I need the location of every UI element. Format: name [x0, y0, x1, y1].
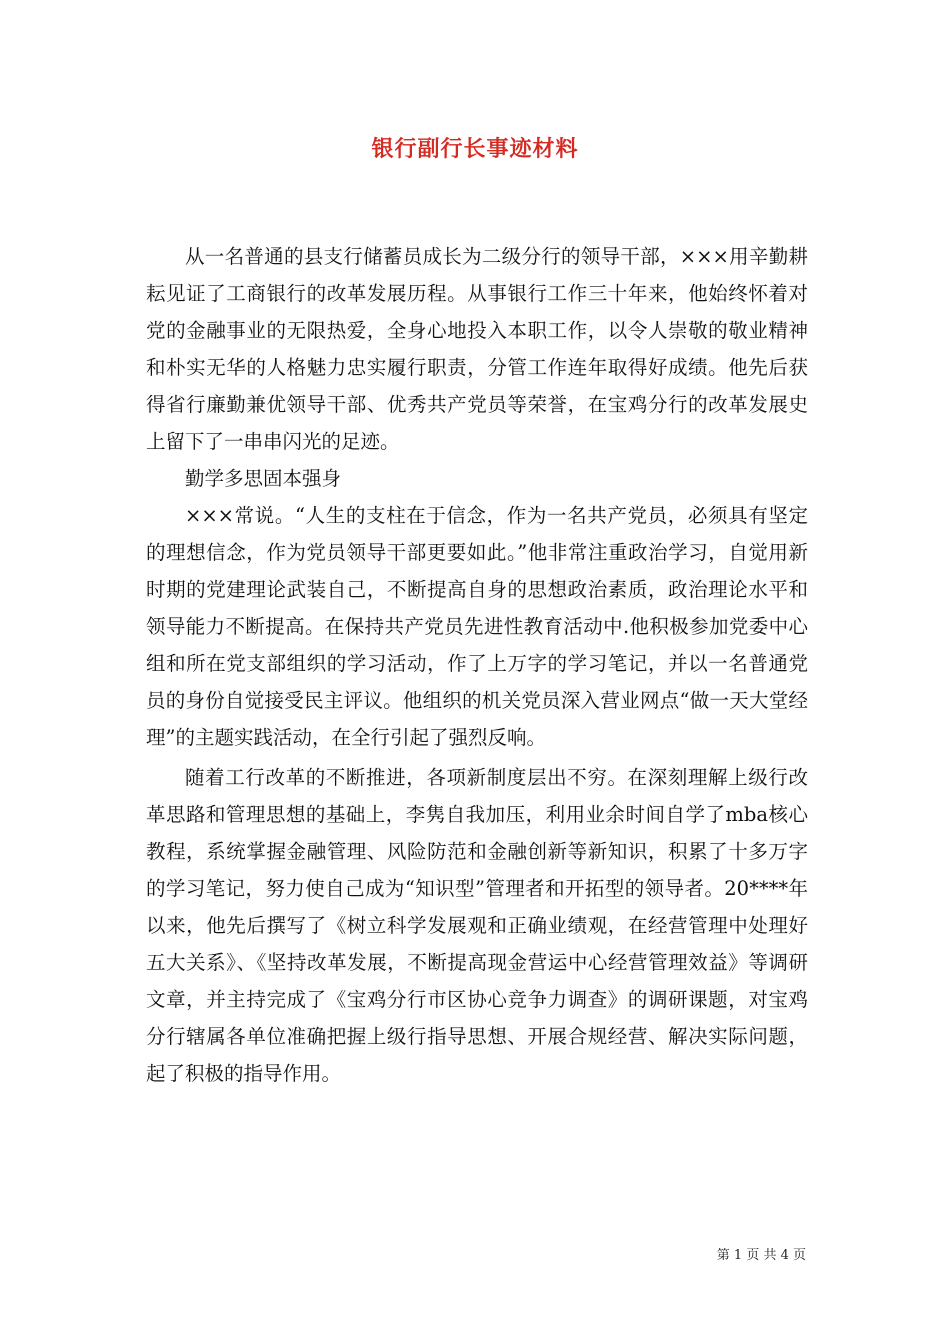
page-number-footer: 第 1 页 共 4 页 [716, 1248, 806, 1263]
document-body [146, 238, 808, 1092]
section-heading: 勤学多思固本强身 [185, 467, 342, 490]
paragraph-study: ×××常说。“人生的支柱在于信念，作为一名共产党员，必须具有坚定的理想信念，作为党员领导干部更要如此。”他非常注重政治学习，自觉用新时期的党建理论武装自己，不断提高自身的思想政治素质，政治理论水平和领导能力不断提高。在保持共产党员先进性教育活动中.他积极参加党委中心组和所在党支部组织的学习活动，作了上万字的学习笔记，并以一名普通党员的身份自觉接受民主评议。他组织的机关党员深入营业网点“做一天大堂经理”的主题实践活动，在全行引起了强烈反响。 [146, 504, 808, 749]
paragraph-reform: 随着工行改革的不断推进，各项新制度层出不穷。在深刻理解上级行改革思路和管理思想的基础上，李隽自我加压，利用业余时间自学了mba核心教程，系统掌握金融管理、风险防范和金融创新等新知识，积累了十多万字的学习笔记，努力使自己成为“知识型”管理者和开拓型的领导者。20****年以来，他先后撰写了《树立科学发展观和正确业绩观，在经营管理中处理好五大关系》、《坚持改革发展，不断提高现金营运中心经营管理效益》等调研文章，并主持完成了《宝鸡分行市区协心竞争力调查》的调研课题，对宝鸡分行辖属各单位准确把握上级行指导思想、开展合规经营、解决实际问题，起了积极的指导作用。 [146, 766, 808, 1085]
paragraph-intro: 从一名普通的县支行储蓄员成长为二级分行的领导干部，×××用辛勤耕耘见证了工商银行的改革发展历程。从事银行工作三十年来，他始终怀着对党的金融事业的无限热爱，全身心地投入本职工作，以令人崇敬的敬业精神和朴实无华的人格魅力忠实履行职责，分管工作连年取得好成绩。他先后获得省行廉勤兼优领导干部、优秀共产党员等荣誉，在宝鸡分行的改革发展史上留下了一串串闪光的足迹。 [146, 245, 808, 453]
document-title: 银行副行长事迹材料 [371, 136, 579, 162]
